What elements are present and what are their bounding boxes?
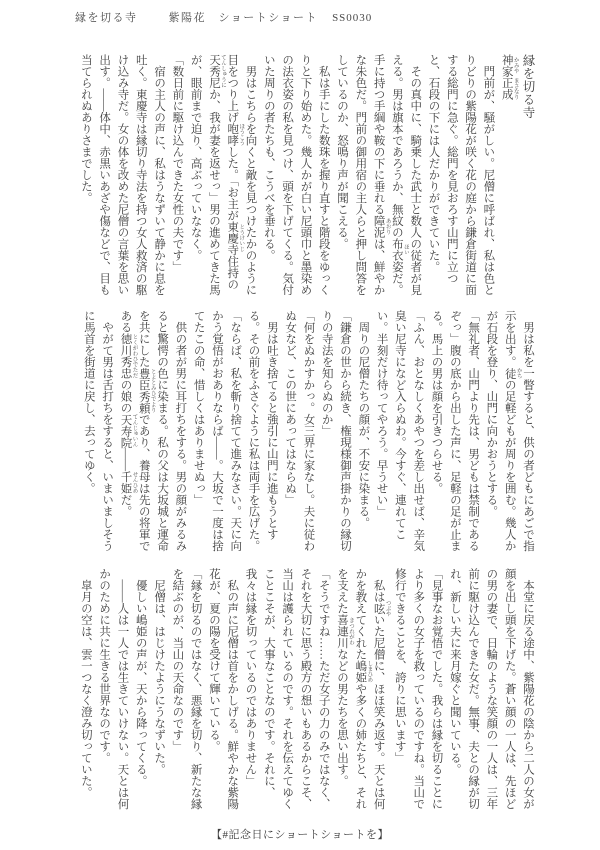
ruby-annotated-word: 徒 かち [503, 367, 522, 379]
ruby-annotated-word: 布衣 ほい [390, 238, 409, 261]
paragraph: 本堂に戻る途中、紫陽花の陰から二人の女が顔を出し頭を下げた。蒼い顔の一人は、先ほどの男の妻で、日輪のような笑顔の一人は、三年前に駆け込んできた女だ。無事、夫との縁が切れ、新しい夫に来月嫁ぐと聞いている。 [448, 568, 534, 810]
author-name [497, 54, 518, 297]
paragraph: 優しい嶋姫の声が、天から降ってくる。 [134, 568, 147, 787]
text-band-middle [63, 310, 537, 553]
paragraph: 「鎌倉の世から続き、権現様御声掛かりの縁切りの寺法を知らぬのか」 [320, 310, 352, 552]
ruby-annotated-word: 徳川秀忠 とくがわひでただ [119, 333, 138, 379]
ruby-annotated-word: 千姫 せんひめ [119, 471, 138, 494]
paragraph: 「見事なお覚悟でした。我らは縁を切ることにより多くの女子を救っているのですね。当山で修行できることを、誇りに思います」 [393, 568, 443, 810]
ruby-annotated-word: 喜連川 きつれがわ [336, 614, 355, 649]
paragraph: 「ならば、私を斬り捨てて進みなさい。天に向かう覚悟がおありならば――。大坂で一度は捨てたこの命、惜しくはありませぬっ」 [192, 310, 242, 552]
ruby-annotated-word: 天秀尼 てんしゅうに [207, 54, 226, 89]
paragraph: 私は手にした数珠を握り直すと階段をゆっくりと下り始めた。幾人かが白い尼頭巾と墨染めの法衣姿の私を見つけ、頭を下げてくる。気付いた周りの者たちも、こうべを垂れる。 [262, 54, 330, 296]
paragraph: 宿の主人の声に、私はうなずいて静かに息を吐く。東慶寺は縁切り寺法を持つ女人救済の駆け込み寺だ。女の体を改めた尼僧の言葉を思い出す。――体中、赤黒いあざや傷などで、目も当てられぬありさまでした。 [79, 54, 166, 296]
page-footer: 【#記念日にショートショートを】 [210, 829, 390, 841]
text-band-top [63, 54, 537, 297]
text-band-bottom [63, 568, 537, 811]
ruby-annotated-word: 呟 つぶや [372, 600, 391, 617]
header-code: SS0030 [332, 12, 373, 24]
paragraph: 尼僧は、はじけたようにうなずいた。 [153, 568, 166, 775]
story-title: 縁を切る寺 [521, 54, 535, 119]
paragraph: 男は私を一瞥すると、供の者どもにあごで指示を出す。徒 かちの足軽どもが周りを囲む。幾人かが石段を登り、山門に向かおうとする。 [485, 310, 534, 552]
page-header [75, 9, 372, 25]
ruby-annotated-word: 嶋姫 しまひめ [354, 660, 373, 683]
paragraph: やがて男は舌打ちをすると、いまいましそうに馬首を街道に戻し、去ってゆく。 [82, 310, 114, 552]
paragraph: 「無礼者、山門より先は、男どもは禁制であるぞっ」腹の底から出した声に、足軽の足が止まる。馬上の男は顔を引きつらせる。 [430, 310, 480, 552]
paragraph: 男はこちらを向くと敵を見つけたかのように目をつり上げ咆哮 ほうこうした。「お主が東慶寺 とうけいじ住持の天秀尼 てんしゅうにか、我が妻を返せっ」男の進めてきた馬が、眼前まで迫り、高ぶっていななく。 [189, 54, 257, 296]
header-series: 紫陽花 ショートショート [168, 12, 319, 24]
paragraph: 「そうですね……ただ女子の力のみではなく、それを大切に思う殿方の想いもあるからこそ、当山は護られているのです。それを伝えてゆくことこそが、大事なことなのです。それに、我々は縁を切っているのではありません」 [244, 568, 330, 810]
paragraph: ――人は一人では生きていけない。天とは何かのために共に生きる世界なのです。 [98, 568, 129, 810]
paragraph: 私の声に尼僧は首をかしげる。鮮やかな紫陽花が、夏の陽を受けて輝いている。 [207, 568, 239, 810]
ruby-annotated-word: 障泥 あおり [372, 215, 391, 238]
paragraph: 男は吐き捨てると強引に山門に進もうとする。その前をふさぐように私は両手を広げた。 [247, 310, 278, 552]
ruby-annotated-word: 東慶寺 とうけいじ [226, 220, 245, 256]
paragraph: 「数日前に駆け込んできた女性の夫です」 [171, 54, 184, 273]
paragraph: 皐月の空は、雲一つなく澄み切っていた。 [79, 568, 92, 798]
paragraph: その真中に、騎乗した武士と数人の従者が見える。男は旗本であろうか、無紋の布衣 ほい姿だ。手に持つ手綱や鞍の下に垂れる障泥 あおりは、鮮やかな朱色だ。門前の御用宿の主人らと押し問答をしているのか、怒鳴り声が聞こえる。 [336, 54, 422, 296]
ruby-annotated-word: 正成 まさなり [500, 77, 519, 100]
ruby-annotated-word: 神家 かみや [500, 54, 519, 77]
paragraph: 私は呟 つぶやいた尼僧に、ほほ笑み返す。天とは何かを教えてくれた嶋姫 しまひめや多くの姉たちと、それを支えた喜連川 きつれがわなどの男たちを思い出す。 [336, 568, 391, 810]
ruby-annotated-word: 咆哮 ほうこう [226, 123, 245, 146]
paragraph: 「ふん、おとなしくあやつを差し出せば、辛気臭い尼寺になど入らぬわ。今すぐ、連れてこい。半刻だけ待ってやろう。早うせい」 [375, 310, 425, 552]
paragraph: 門前が、騒がしい。尼僧に呼ばれ、私は色とりどりの紫陽花が咲く花の庭から鎌倉街道に面する総門に急ぐ。総門を見おろす山門に立つと、石段の下には人だかりができていた。 [427, 54, 495, 296]
ruby-annotated-word: 天寿院 てんじゅいん [119, 413, 138, 448]
header-doc-title: 縁を切る寺 [75, 12, 138, 24]
paragraph: 「縁を切るのではなく、悪縁を切り、新たな縁を結ぶのが、当山の天命なのです」 [171, 568, 202, 810]
paragraph: 周りの尼僧たちの顔が、不安に染まる。 [357, 310, 370, 529]
paragraph: 「何をぬかすかっ。女三界に家なし。夫に従わぬ女など、この世にあってはならぬ」 [284, 310, 315, 552]
ruby-annotated-word: 豊臣秀頼 とよとみひでより [137, 367, 156, 414]
paragraph: 供の者が男に耳打ちをする。男の顔がみるみると驚愕の色に染まる。私の父は大坂城と運命を共にした豊臣秀頼 とよとみひでよりであり、養母は先の将軍である徳川秀忠 とくがわひでただの娘の天寿院 てんじゅいん――千姫 せんひめだ。 [119, 310, 187, 552]
